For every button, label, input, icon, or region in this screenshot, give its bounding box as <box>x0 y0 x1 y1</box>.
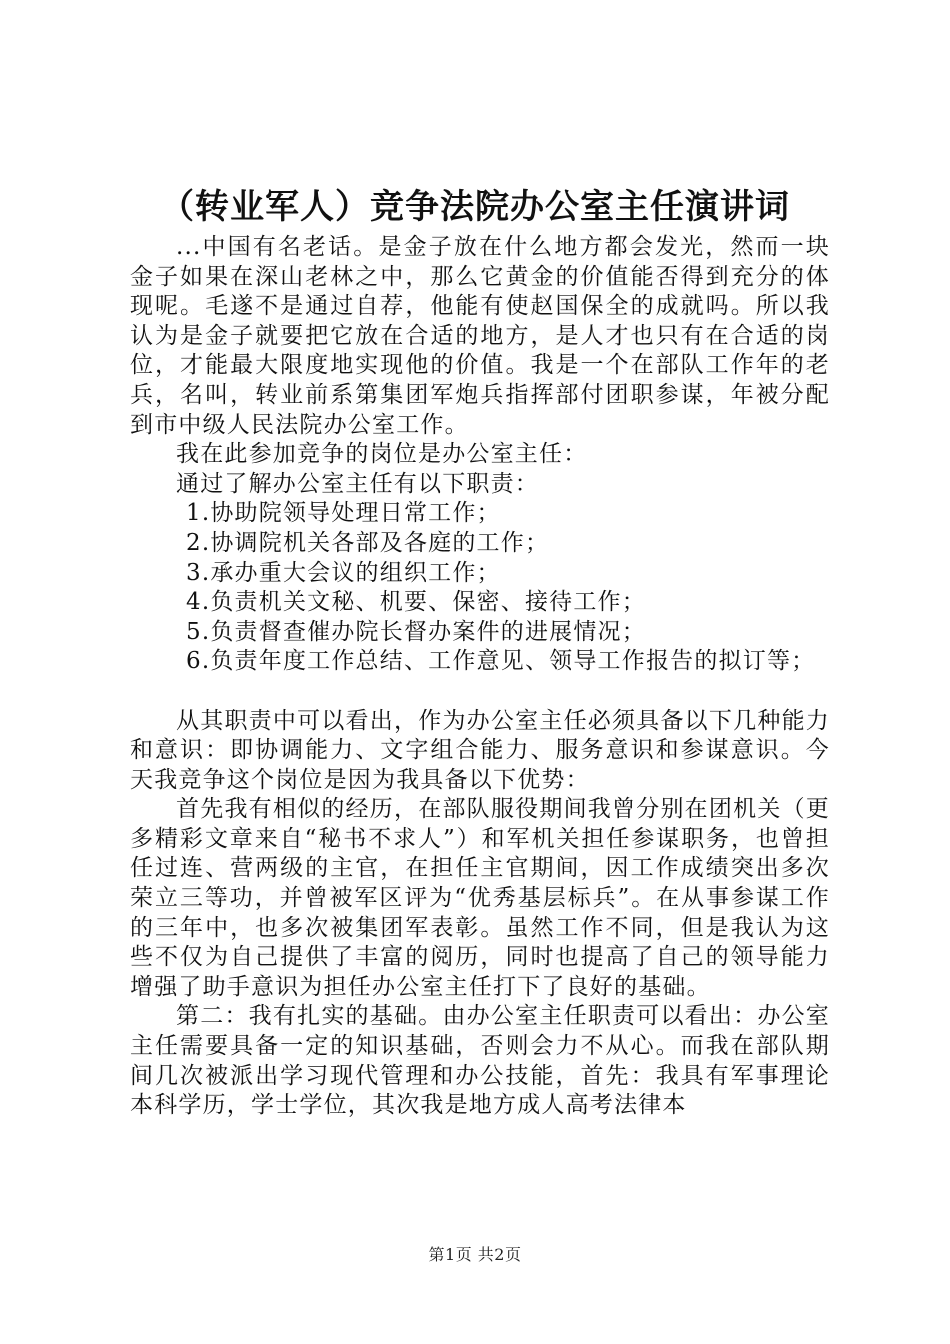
duty-item: 1.协助院领导处理日常工作； <box>186 500 501 527</box>
document-body <box>130 233 830 1121</box>
duty-item: 2.协调院机关各部及各庭的工作； <box>186 529 550 556</box>
paragraph-abilities: 从其职责中可以看出，作为办公室主任必须具备以下几种能力和意识：即协调能力、文字组合能力、服务意识和参谋意识。今天我竞争这个岗位是因为我具备以下优势： <box>130 707 830 793</box>
duty-item: 4.负责机关文秘、机要、保密、接待工作； <box>186 589 646 616</box>
duty-item: 3.承办重大会议的组织工作； <box>186 559 501 586</box>
blank-line <box>130 677 830 707</box>
document-title: （转业军人）竞争法院办公室主任演讲词 <box>160 187 790 227</box>
duty-item: 5.负责督查催办院长督办案件的进展情况； <box>186 618 646 645</box>
paragraph-intro: ...中国有名老话。是金子放在什么地方都会发光，然而一块金子如果在深山老林之中，那么它黄金的价值能否得到充分的体现呢。毛遂不是通过自荐，他能有使赵国保全的成就吗。所以我认为是金子就要把它放在合适的地方，是人才也只有在合适的岗位，才能最大限度地实现他的价值。我是一个在部队工作年的老兵，名叫，转业前系第集团军炮兵指挥部付团职参谋，年被分配到市中级人民法院办公室工作。 <box>130 234 830 438</box>
paragraph-foundation: 第二：我有扎实的基础。由办公室主任职责可以看出：办公室主任需要具备一定的知识基础，否则会力不从心。而我在部队期间几次被派出学习现代管理和办公技能，首先：我具有军事理论本科学历，学士学位，其次我是地方成人高考法律本 <box>130 1003 830 1119</box>
paragraph-duties-heading: 通过了解办公室主任有以下职责： <box>176 470 539 497</box>
paragraph-position: 我在此参加竞争的岗位是办公室主任： <box>176 441 588 468</box>
duty-item: 6.负责年度工作总结、工作意见、领导工作报告的拟订等； <box>186 648 816 675</box>
page-footer: 第1页 共2页 <box>428 1245 522 1264</box>
duties-list <box>130 499 830 677</box>
paragraph-experience: 首先我有相似的经历，在部队服役期间我曾分别在团机关（更多精彩文章来自“秘书不求人”）和军机关担任参谋职务，也曾担任过连、营两级的主官，在担任主官期间，因工作成绩突出多次荣立三等功，并曾被军区评为“优秀基层标兵”。在从事参谋工作的三年中，也多次被集团军表彰。虽然工作不同，但是我认为这些不仅为自己提供了丰富的阅历，同时也提高了自己的领导能力增强了助手意识为担任办公室主任打下了良好的基础。 <box>130 796 830 1000</box>
